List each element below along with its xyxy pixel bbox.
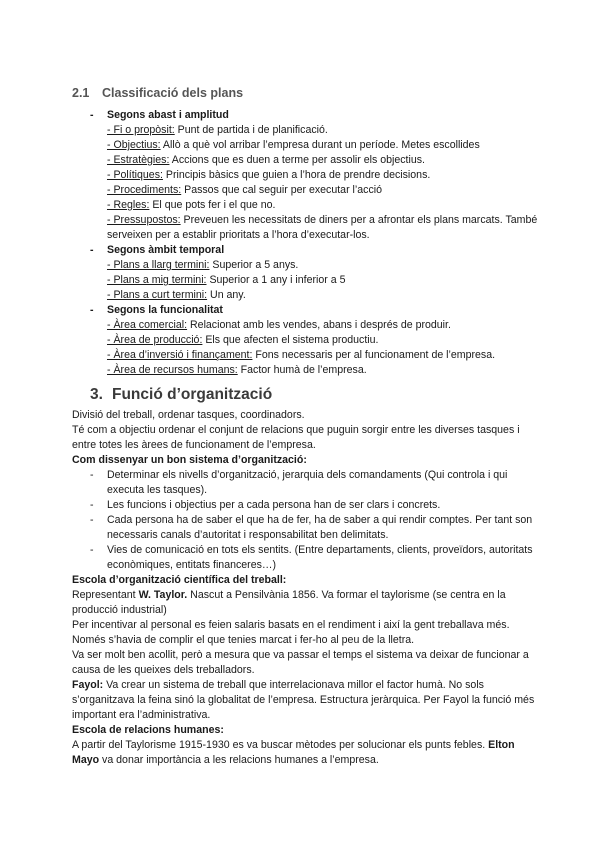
term: - Regles: <box>107 199 150 211</box>
list-item <box>0 153 600 168</box>
description: Superior a 1 any i inferior a 5 <box>206 274 346 286</box>
item-text: Determinar els nivells d’organització, jerarquia dels comandaments (Qui controla i qui <box>107 469 508 481</box>
paragraph-line: Divisió del treball, ordenar tasques, coordinadors. <box>72 409 305 421</box>
list-item-continuation: econòmiques, entitats financeres…) <box>107 559 276 571</box>
bullet: - <box>90 244 94 256</box>
paragraph-line: Va ser molt ben acollit, però a mesura que va passar el temps el sistema va deixar de funcionar a <box>72 649 529 661</box>
bullet: - <box>90 514 94 526</box>
group-heading <box>0 303 600 318</box>
item-text: Vies de comunicació en tots els sentits. (Entre departaments, clients, proveïdors, autoritats <box>107 544 533 556</box>
term: - Plans a mig termini: <box>107 274 207 286</box>
list-item <box>0 168 600 183</box>
list-item <box>0 198 600 213</box>
section-number: 3. <box>90 386 103 403</box>
term: - Àrea comercial: <box>107 319 188 331</box>
person-name: Fayol: <box>72 679 104 691</box>
section-2-1-heading <box>72 86 243 100</box>
list-item <box>0 138 600 153</box>
list-item <box>0 273 600 288</box>
bullet: - <box>90 304 94 316</box>
subheading: Escola d’organització científica del treball: <box>72 574 287 586</box>
group-title: Segons abast i amplitud <box>107 109 229 121</box>
paragraph-line: Només s’havia de complir el que tenies marcat i fer-ho al peu de la lletra. <box>72 634 415 646</box>
term: - Objectius: <box>107 139 161 151</box>
list-item <box>0 468 600 483</box>
description: Fons necessaris per al funcionament de l’empresa. <box>252 349 496 361</box>
section-number: 2.1 <box>72 86 90 100</box>
paragraph-line <box>0 753 600 768</box>
plans-list <box>0 108 600 378</box>
list-item <box>0 318 600 333</box>
list-item <box>0 363 600 378</box>
bullet: - <box>90 544 94 556</box>
list-item <box>0 213 600 228</box>
term: - Plans a curt termini: <box>107 289 208 301</box>
description: Els que afecten el sistema productiu. <box>202 334 379 346</box>
paragraph-line: Per incentivar al personal es feien salaris basats en el rendiment i així la gent treballava més. <box>72 619 510 631</box>
section-3-body <box>0 408 600 768</box>
list-item <box>0 348 600 363</box>
term: - Àrea de producció: <box>107 334 203 346</box>
term: - Àrea d’inversió i finançament: <box>107 349 253 361</box>
description: Passos que cal seguir per executar l’acció <box>181 184 382 196</box>
bullet: - <box>90 109 94 121</box>
description: El que pots fer i el que no. <box>149 199 276 211</box>
bullet: - <box>90 499 94 511</box>
group-heading <box>0 243 600 258</box>
description: Accions que es duen a terme per assolir els objectius. <box>169 154 425 166</box>
list-item <box>0 513 600 528</box>
section-title: Funció d’organització <box>112 386 273 403</box>
term: - Pressupostos: <box>107 214 181 226</box>
description: Superior a 5 anys. <box>209 259 299 271</box>
person-name: W. Taylor. <box>138 589 188 601</box>
paragraph-line <box>0 678 600 693</box>
group-title: Segons la funcionalitat <box>107 304 223 316</box>
paragraph-line: entre totes les àrees de funcionament de l’empresa. <box>72 439 316 451</box>
subheading: Com dissenyar un bon sistema d’organització: <box>72 454 307 466</box>
term: - Àrea de recursos humans: <box>107 364 238 376</box>
list-item-continuation: serveixen per a establir prioritats a l’hora d’executar-los. <box>107 229 370 241</box>
list-item <box>0 258 600 273</box>
paragraph-line: s’organitzava la feina sinó la globalitat de l’empresa. Estructura jeràrquica. Per Fayol la funció més <box>72 694 535 706</box>
paragraph-line <box>0 588 600 603</box>
description: Un any. <box>207 289 246 301</box>
list-item <box>0 123 600 138</box>
paragraph-line: important era l’administrativa. <box>72 709 211 721</box>
description: Relacionat amb les vendes, abans i després de produir. <box>187 319 451 331</box>
list-item <box>0 543 600 558</box>
paragraph-line: causa de les queixes dels treballadors. <box>72 664 255 676</box>
paragraph-line: producció industrial) <box>72 604 167 616</box>
description: Factor humà de l’empresa. <box>237 364 367 376</box>
description: Principis bàsics que guien a l’hora de prendre decisions. <box>162 169 431 181</box>
term: - Procediments: <box>107 184 182 196</box>
text: Representant <box>72 589 139 601</box>
text: Va crear un sistema de treball que interrelacionava millor el factor humà. No sols <box>103 679 484 691</box>
paragraph-line <box>0 738 600 753</box>
paragraph-line: Té com a objectiu ordenar el conjunt de relacions que puguin sorgir entre les diverses tasques i <box>72 424 520 436</box>
text: A partir del Taylorisme 1915-1930 es va buscar mètodes per solucionar els punts febles. <box>72 739 489 751</box>
list-item-continuation: executa les tasques). <box>107 484 208 496</box>
person-name: Elton <box>488 739 515 751</box>
description: Allò a què vol arribar l’empresa durant un període. Metes escollides <box>160 139 480 151</box>
subheading: Escola de relacions humanes: <box>72 724 224 736</box>
description: Punt de partida i de planificació. <box>174 124 328 136</box>
term: - Estratègies: <box>107 154 170 166</box>
section-3-heading <box>90 386 272 404</box>
section-title: Classificació dels plans <box>102 86 244 100</box>
list-item <box>0 333 600 348</box>
term: - Fi o propòsit: <box>107 124 175 136</box>
bullet: - <box>90 469 94 481</box>
term: - Polítiques: <box>107 169 163 181</box>
list-item <box>0 183 600 198</box>
list-item <box>0 288 600 303</box>
group-heading <box>0 108 600 123</box>
text: Nascut a Pensilvània 1856. Va formar el taylorisme (se centra en la <box>187 589 506 601</box>
list-item <box>0 498 600 513</box>
description: Preveuen les necessitats de diners per a afrontar els plans marcats. També <box>180 214 538 226</box>
item-text: Cada persona ha de saber el que ha de fer, ha de saber a qui rendir comptes. Per tant son <box>107 514 533 526</box>
list-item-continuation: necessaris canals d’autoritat i responsabilitat ben delimitats. <box>107 529 389 541</box>
person-name: Mayo <box>72 754 100 766</box>
term: - Plans a llarg termini: <box>107 259 210 271</box>
item-text: Les funcions i objectius per a cada persona han de ser clars i concrets. <box>107 499 441 511</box>
text: va donar importància a les relacions humanes a l’empresa. <box>99 754 379 766</box>
group-title: Segons àmbit temporal <box>107 244 225 256</box>
